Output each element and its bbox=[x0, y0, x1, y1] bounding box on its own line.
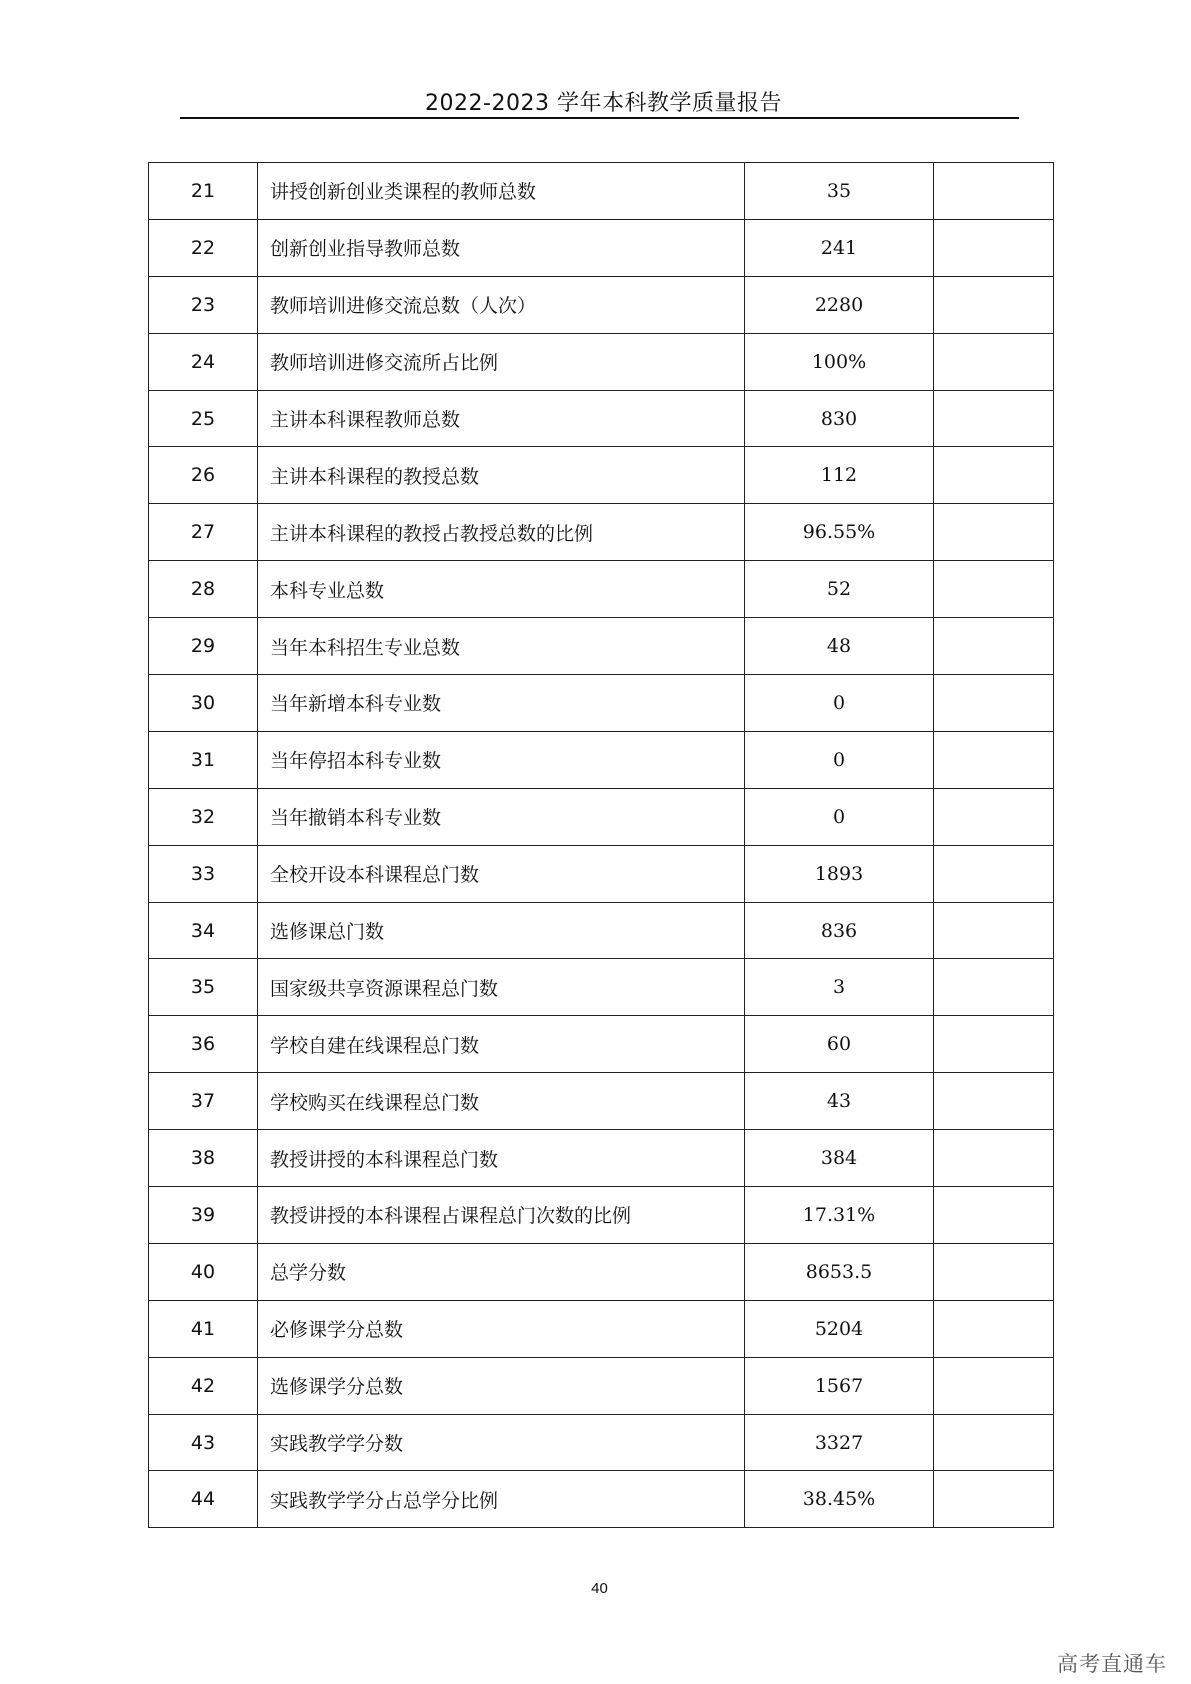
table-row bbox=[149, 1130, 1054, 1187]
value-cell: 35 bbox=[745, 163, 934, 220]
note-cell bbox=[934, 1243, 1054, 1300]
item-name-cell: 创新创业指导教师总数 bbox=[258, 219, 745, 276]
table-row bbox=[149, 845, 1054, 902]
row-number-cell: 34 bbox=[149, 902, 258, 959]
row-number-cell: 30 bbox=[149, 675, 258, 732]
note-cell bbox=[934, 1414, 1054, 1471]
table-row bbox=[149, 1300, 1054, 1357]
row-number-cell: 29 bbox=[149, 618, 258, 675]
note-cell bbox=[934, 902, 1054, 959]
note-cell bbox=[934, 1187, 1054, 1244]
row-number-cell: 32 bbox=[149, 788, 258, 845]
item-name-cell: 全校开设本科课程总门数 bbox=[258, 845, 745, 902]
note-cell bbox=[934, 219, 1054, 276]
item-name-cell: 国家级共享资源课程总门数 bbox=[258, 959, 745, 1016]
row-number-cell: 37 bbox=[149, 1073, 258, 1130]
row-number-cell: 41 bbox=[149, 1300, 258, 1357]
row-number-cell: 28 bbox=[149, 561, 258, 618]
item-name-cell: 必修课学分总数 bbox=[258, 1300, 745, 1357]
note-cell bbox=[934, 845, 1054, 902]
table-row bbox=[149, 163, 1054, 220]
row-number-cell: 22 bbox=[149, 219, 258, 276]
note-cell bbox=[934, 390, 1054, 447]
item-name-cell: 教师培训进修交流总数（人次） bbox=[258, 276, 745, 333]
item-name-cell: 本科专业总数 bbox=[258, 561, 745, 618]
table-row bbox=[149, 959, 1054, 1016]
note-cell bbox=[934, 1471, 1054, 1528]
value-cell: 5204 bbox=[745, 1300, 934, 1357]
page-header-title: 2022-2023 学年本科教学质量报告 bbox=[425, 91, 782, 116]
item-name-cell: 选修课总门数 bbox=[258, 902, 745, 959]
page-number: 40 bbox=[591, 1580, 608, 1597]
note-cell bbox=[934, 1073, 1054, 1130]
note-cell bbox=[934, 1130, 1054, 1187]
row-number-cell: 36 bbox=[149, 1016, 258, 1073]
table-row bbox=[149, 447, 1054, 504]
watermark-text: 高考直通车 bbox=[1057, 1652, 1167, 1676]
item-name-cell: 学校购买在线课程总门数 bbox=[258, 1073, 745, 1130]
table-row bbox=[149, 1471, 1054, 1528]
table-row bbox=[149, 618, 1054, 675]
value-cell: 836 bbox=[745, 902, 934, 959]
note-cell bbox=[934, 561, 1054, 618]
table-row bbox=[149, 1357, 1054, 1414]
value-cell: 241 bbox=[745, 219, 934, 276]
note-cell bbox=[934, 276, 1054, 333]
value-cell: 3327 bbox=[745, 1414, 934, 1471]
table-row bbox=[149, 1414, 1054, 1471]
note-cell bbox=[934, 1016, 1054, 1073]
value-cell: 830 bbox=[745, 390, 934, 447]
row-number-cell: 24 bbox=[149, 333, 258, 390]
row-number-cell: 25 bbox=[149, 390, 258, 447]
statistics-table-body bbox=[149, 163, 1054, 1528]
value-cell: 60 bbox=[745, 1016, 934, 1073]
item-name-cell: 主讲本科课程的教授总数 bbox=[258, 447, 745, 504]
note-cell bbox=[934, 504, 1054, 561]
value-cell: 0 bbox=[745, 675, 934, 732]
table-row bbox=[149, 788, 1054, 845]
row-number-cell: 39 bbox=[149, 1187, 258, 1244]
table-row bbox=[149, 731, 1054, 788]
value-cell: 8653.5 bbox=[745, 1243, 934, 1300]
row-number-cell: 40 bbox=[149, 1243, 258, 1300]
item-name-cell: 实践教学学分占总学分比例 bbox=[258, 1471, 745, 1528]
value-cell: 1893 bbox=[745, 845, 934, 902]
item-name-cell: 总学分数 bbox=[258, 1243, 745, 1300]
table-row bbox=[149, 1073, 1054, 1130]
value-cell: 17.31% bbox=[745, 1187, 934, 1244]
row-number-cell: 33 bbox=[149, 845, 258, 902]
item-name-cell: 学校自建在线课程总门数 bbox=[258, 1016, 745, 1073]
value-cell: 0 bbox=[745, 788, 934, 845]
row-number-cell: 38 bbox=[149, 1130, 258, 1187]
row-number-cell: 35 bbox=[149, 959, 258, 1016]
item-name-cell: 当年撤销本科专业数 bbox=[258, 788, 745, 845]
value-cell: 38.45% bbox=[745, 1471, 934, 1528]
table-row bbox=[149, 1016, 1054, 1073]
value-cell: 112 bbox=[745, 447, 934, 504]
note-cell bbox=[934, 788, 1054, 845]
item-name-cell: 主讲本科课程的教授占教授总数的比例 bbox=[258, 504, 745, 561]
item-name-cell: 主讲本科课程教师总数 bbox=[258, 390, 745, 447]
item-name-cell: 当年停招本科专业数 bbox=[258, 731, 745, 788]
note-cell bbox=[934, 959, 1054, 1016]
row-number-cell: 27 bbox=[149, 504, 258, 561]
value-cell: 3 bbox=[745, 959, 934, 1016]
note-cell bbox=[934, 675, 1054, 732]
table-row bbox=[149, 561, 1054, 618]
item-name-cell: 教授讲授的本科课程占课程总门次数的比例 bbox=[258, 1187, 745, 1244]
note-cell bbox=[934, 618, 1054, 675]
row-number-cell: 31 bbox=[149, 731, 258, 788]
table-row bbox=[149, 276, 1054, 333]
item-name-cell: 讲授创新创业类课程的教师总数 bbox=[258, 163, 745, 220]
row-number-cell: 21 bbox=[149, 163, 258, 220]
item-name-cell: 当年新增本科专业数 bbox=[258, 675, 745, 732]
row-number-cell: 26 bbox=[149, 447, 258, 504]
value-cell: 48 bbox=[745, 618, 934, 675]
item-name-cell: 选修课学分总数 bbox=[258, 1357, 745, 1414]
value-cell: 96.55% bbox=[745, 504, 934, 561]
item-name-cell: 当年本科招生专业总数 bbox=[258, 618, 745, 675]
item-name-cell: 教授讲授的本科课程总门数 bbox=[258, 1130, 745, 1187]
value-cell: 52 bbox=[745, 561, 934, 618]
statistics-table bbox=[148, 162, 1054, 1528]
item-name-cell: 教师培训进修交流所占比例 bbox=[258, 333, 745, 390]
item-name-cell: 实践教学学分数 bbox=[258, 1414, 745, 1471]
row-number-cell: 42 bbox=[149, 1357, 258, 1414]
table-row bbox=[149, 902, 1054, 959]
row-number-cell: 44 bbox=[149, 1471, 258, 1528]
note-cell bbox=[934, 1300, 1054, 1357]
header-divider bbox=[180, 117, 1019, 119]
value-cell: 0 bbox=[745, 731, 934, 788]
value-cell: 1567 bbox=[745, 1357, 934, 1414]
table-row bbox=[149, 504, 1054, 561]
note-cell bbox=[934, 333, 1054, 390]
table-row bbox=[149, 675, 1054, 732]
note-cell bbox=[934, 447, 1054, 504]
note-cell bbox=[934, 163, 1054, 220]
row-number-cell: 23 bbox=[149, 276, 258, 333]
table-row bbox=[149, 1187, 1054, 1244]
table-row bbox=[149, 219, 1054, 276]
table-row bbox=[149, 390, 1054, 447]
table-row bbox=[149, 1243, 1054, 1300]
note-cell bbox=[934, 731, 1054, 788]
table-row bbox=[149, 333, 1054, 390]
value-cell: 2280 bbox=[745, 276, 934, 333]
note-cell bbox=[934, 1357, 1054, 1414]
value-cell: 43 bbox=[745, 1073, 934, 1130]
value-cell: 384 bbox=[745, 1130, 934, 1187]
row-number-cell: 43 bbox=[149, 1414, 258, 1471]
value-cell: 100% bbox=[745, 333, 934, 390]
